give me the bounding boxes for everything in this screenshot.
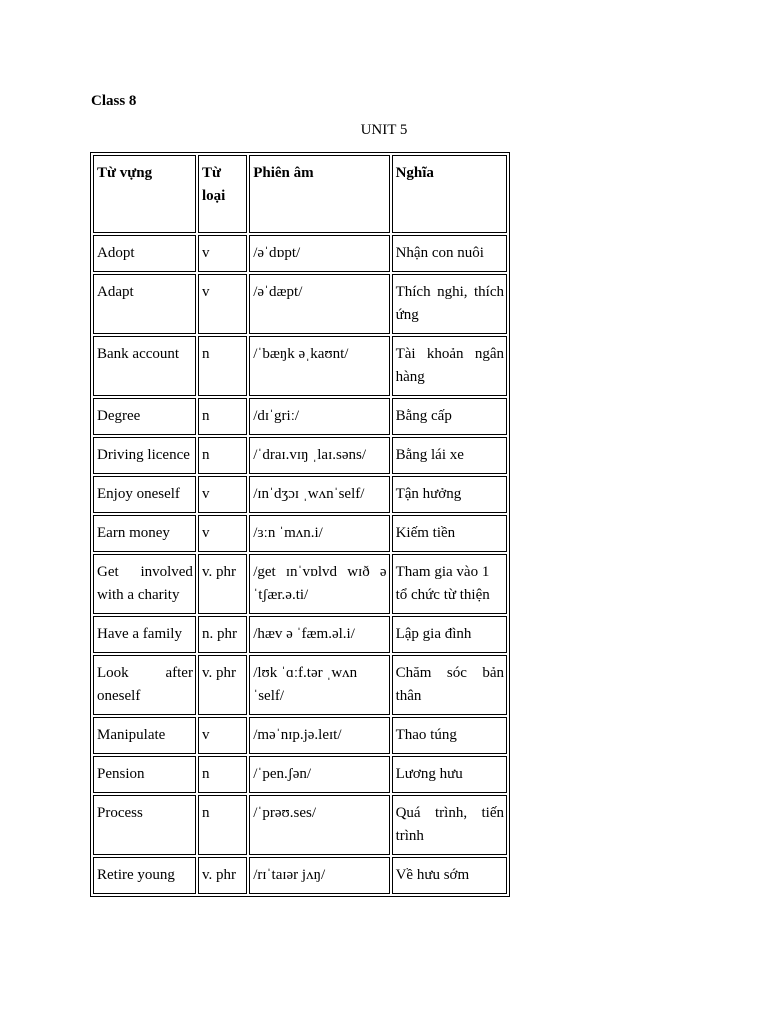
cell-phonetic: /ˈbæŋk əˌkaʊnt/ (249, 336, 389, 396)
cell-type: n (198, 756, 247, 793)
table-row (93, 235, 507, 272)
header-phonetic: Phiên âm (249, 155, 389, 233)
cell-type: n. phr (198, 616, 247, 653)
cell-word: Bank account (93, 336, 196, 396)
vocabulary-table (90, 152, 510, 897)
cell-phonetic: /lʊk ˈɑːf.tər ˌwʌnˈself/ (249, 655, 389, 715)
unit-title: UNIT 5 (360, 122, 408, 138)
table-row (93, 515, 507, 552)
cell-meaning: Về hưu sớm (392, 857, 507, 894)
cell-type: n (198, 795, 247, 855)
cell-type: n (198, 398, 247, 435)
cell-type: v (198, 274, 247, 334)
cell-phonetic: /dɪˈgriː/ (249, 398, 389, 435)
cell-meaning: Lập gia đình (392, 616, 507, 653)
cell-word: Pension (93, 756, 196, 793)
cell-meaning: Tài khoản ngân hàng (392, 336, 507, 396)
cell-meaning: Thao túng (392, 717, 507, 754)
cell-word: Enjoy oneself (93, 476, 196, 513)
table-row (93, 274, 507, 334)
cell-meaning: Tham gia vào 1 tổ chức từ thiện (392, 554, 507, 614)
cell-meaning: Thích nghi, thích ứng (392, 274, 507, 334)
cell-meaning: Chăm sóc bản thân (392, 655, 507, 715)
table-row (93, 857, 507, 894)
table-row (93, 756, 507, 793)
cell-type: n (198, 336, 247, 396)
cell-meaning: Nhận con nuôi (392, 235, 507, 272)
cell-phonetic: /ˈpen.ʃən/ (249, 756, 389, 793)
table-row (93, 336, 507, 396)
cell-type: v (198, 476, 247, 513)
cell-word: Degree (93, 398, 196, 435)
cell-phonetic: /əˈdæpt/ (249, 274, 389, 334)
cell-type: v (198, 515, 247, 552)
cell-phonetic: /ɜːn ˈmʌn.i/ (249, 515, 389, 552)
table-row (93, 554, 507, 614)
cell-type: v. phr (198, 655, 247, 715)
cell-meaning: Bằng cấp (392, 398, 507, 435)
cell-type: v. phr (198, 857, 247, 894)
table-row (93, 795, 507, 855)
header-meaning: Nghĩa (392, 155, 507, 233)
cell-meaning: Bằng lái xe (392, 437, 507, 474)
cell-phonetic: /rɪˈtaɪər jʌŋ/ (249, 857, 389, 894)
cell-meaning: Tận hưởng (392, 476, 507, 513)
cell-phonetic: /hæv ə ˈfæm.əl.i/ (249, 616, 389, 653)
table-row (93, 616, 507, 653)
table-header-row (93, 155, 507, 233)
cell-type: v (198, 235, 247, 272)
cell-meaning: Quá trình, tiến trình (392, 795, 507, 855)
cell-type: v (198, 717, 247, 754)
cell-phonetic: /məˈnɪp.jə.leɪt/ (249, 717, 389, 754)
table-row (93, 655, 507, 715)
cell-phonetic: /get ɪnˈvɒlvd wɪð ə ˈtʃær.ə.ti/ (249, 554, 389, 614)
cell-type: n (198, 437, 247, 474)
cell-phonetic: /ˈdraɪ.vɪŋ ˌlaɪ.səns/ (249, 437, 389, 474)
table-row (93, 476, 507, 513)
cell-word: Get involved with a charity (93, 554, 196, 614)
cell-word: Retire young (93, 857, 196, 894)
cell-word: Adopt (93, 235, 196, 272)
table-row (93, 717, 507, 754)
cell-word: Look after oneself (93, 655, 196, 715)
cell-word: Process (93, 795, 196, 855)
table-row (93, 398, 507, 435)
table-row (93, 437, 507, 474)
cell-phonetic: /ɪnˈdʒɔɪ ˌwʌnˈself/ (249, 476, 389, 513)
cell-meaning: Lương hưu (392, 756, 507, 793)
cell-phonetic: /əˈdɒpt/ (249, 235, 389, 272)
header-word: Từ vựng (93, 155, 196, 233)
cell-word: Manipulate (93, 717, 196, 754)
cell-meaning: Kiếm tiền (392, 515, 507, 552)
cell-phonetic: /ˈprəʊ.ses/ (249, 795, 389, 855)
cell-type: v. phr (198, 554, 247, 614)
cell-word: Earn money (93, 515, 196, 552)
class-label: Class 8 (91, 93, 137, 109)
cell-word: Driving licence (93, 437, 196, 474)
header-word-type: Từ loại (198, 155, 247, 233)
cell-word: Have a family (93, 616, 196, 653)
cell-word: Adapt (93, 274, 196, 334)
